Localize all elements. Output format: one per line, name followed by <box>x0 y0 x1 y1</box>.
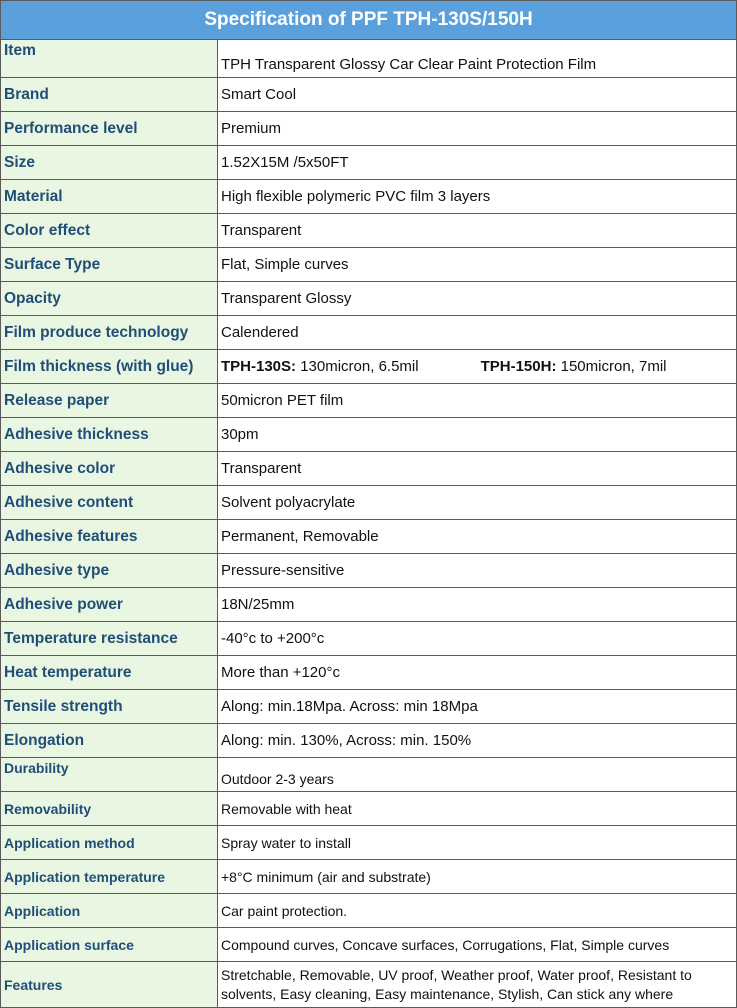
spec-row-film-produce-technology <box>1 316 737 350</box>
spec-label: Application temperature <box>1 860 218 894</box>
spec-value: Premium <box>218 112 737 146</box>
spec-label: Size <box>1 146 218 180</box>
spec-value: Smart Cool <box>218 78 737 112</box>
spec-label: Adhesive content <box>1 486 218 520</box>
spec-label: Adhesive features <box>1 520 218 554</box>
spec-label: Brand <box>1 78 218 112</box>
spec-row-material <box>1 180 737 214</box>
spec-label: Item <box>1 40 218 78</box>
spec-label: Release paper <box>1 384 218 418</box>
spec-row-adhesive-type <box>1 554 737 588</box>
spec-row-color-effect <box>1 214 737 248</box>
spec-row-performance-level <box>1 112 737 146</box>
thickness-130s <box>221 358 419 375</box>
spec-value: High flexible polymeric PVC film 3 layers <box>218 180 737 214</box>
spec-value: Pressure-sensitive <box>218 554 737 588</box>
spec-label: Material <box>1 180 218 214</box>
spec-label: Adhesive thickness <box>1 418 218 452</box>
spec-label: Film produce technology <box>1 316 218 350</box>
spec-value: Transparent <box>218 452 737 486</box>
spec-row-application-method <box>1 826 737 860</box>
spec-label: Application surface <box>1 928 218 962</box>
spec-row-opacity <box>1 282 737 316</box>
spec-value: Solvent polyacrylate <box>218 486 737 520</box>
spec-label: Temperature resistance <box>1 622 218 656</box>
spec-value: Stretchable, Removable, UV proof, Weather proof, Water proof, Resistant to solvents, Easy cleaning, Easy maintenance, Stylish, Can stick any where <box>218 962 737 1008</box>
spec-row-adhesive-power <box>1 588 737 622</box>
spec-row-temperature-resistance <box>1 622 737 656</box>
spec-value: Transparent <box>218 214 737 248</box>
spec-label: Film thickness (with glue) <box>1 350 218 384</box>
spec-value: Flat, Simple curves <box>218 248 737 282</box>
thickness-150h-label: TPH-150H: <box>480 358 557 375</box>
spec-value: Compound curves, Concave surfaces, Corrugations, Flat, Simple curves <box>218 928 737 962</box>
spec-label: Tensile strength <box>1 690 218 724</box>
spec-label: Surface Type <box>1 248 218 282</box>
spec-label: Color effect <box>1 214 218 248</box>
spec-value <box>218 350 737 384</box>
spec-value: TPH Transparent Glossy Car Clear Paint Protection Film <box>218 40 737 78</box>
spec-value: 30pm <box>218 418 737 452</box>
spec-row-application <box>1 894 737 928</box>
spec-label: Performance level <box>1 112 218 146</box>
thickness-150h <box>481 358 667 375</box>
spec-value: Car paint protection. <box>218 894 737 928</box>
spec-value: +8°C minimum (air and substrate) <box>218 860 737 894</box>
spec-value: 18N/25mm <box>218 588 737 622</box>
spec-row-tensile-strength <box>1 690 737 724</box>
spec-row-application-temperature <box>1 860 737 894</box>
table-title: Specification of PPF TPH-130S/150H <box>1 1 737 40</box>
spec-value: -40°c to +200°c <box>218 622 737 656</box>
thickness-130s-value: 130micron, 6.5mil <box>296 358 419 375</box>
spec-label: Adhesive power <box>1 588 218 622</box>
spec-label: Application <box>1 894 218 928</box>
spec-row-application-surface <box>1 928 737 962</box>
spec-label: Adhesive type <box>1 554 218 588</box>
spec-row-durability <box>1 758 737 792</box>
spec-value: Outdoor 2-3 years <box>218 758 737 792</box>
spec-value: Calendered <box>218 316 737 350</box>
spec-value: 1.52X15M /5x50FT <box>218 146 737 180</box>
spec-value: More than +120°c <box>218 656 737 690</box>
spec-value: 50micron PET film <box>218 384 737 418</box>
spec-label: Heat temperature <box>1 656 218 690</box>
thickness-150h-value: 150micron, 7mil <box>556 358 667 375</box>
spec-value: Permanent, Removable <box>218 520 737 554</box>
spec-value: Along: min.18Mpa. Across: min 18Mpa <box>218 690 737 724</box>
spec-label: Application method <box>1 826 218 860</box>
spec-label: Durability <box>1 758 218 792</box>
spec-label: Adhesive color <box>1 452 218 486</box>
spec-label: Elongation <box>1 724 218 758</box>
spec-row-brand <box>1 78 737 112</box>
spec-row-adhesive-features <box>1 520 737 554</box>
spec-row-removability <box>1 792 737 826</box>
spec-row-item <box>1 40 737 78</box>
spec-row-surface-type <box>1 248 737 282</box>
spec-row-adhesive-color <box>1 452 737 486</box>
spec-value: Spray water to install <box>218 826 737 860</box>
spec-value: Along: min. 130%, Across: min. 150% <box>218 724 737 758</box>
spec-row-adhesive-thickness <box>1 418 737 452</box>
spec-row-film-thickness <box>1 350 737 384</box>
spec-value: Transparent Glossy <box>218 282 737 316</box>
spec-row-heat-temperature <box>1 656 737 690</box>
spec-row-release-paper <box>1 384 737 418</box>
spec-row-adhesive-content <box>1 486 737 520</box>
spec-label: Removability <box>1 792 218 826</box>
spec-value: Removable with heat <box>218 792 737 826</box>
spec-label: Opacity <box>1 282 218 316</box>
spec-row-elongation <box>1 724 737 758</box>
spec-label: Features <box>1 962 218 1008</box>
spec-row-features <box>1 962 737 1008</box>
spec-row-size <box>1 146 737 180</box>
thickness-130s-label: TPH-130S: <box>221 358 297 375</box>
